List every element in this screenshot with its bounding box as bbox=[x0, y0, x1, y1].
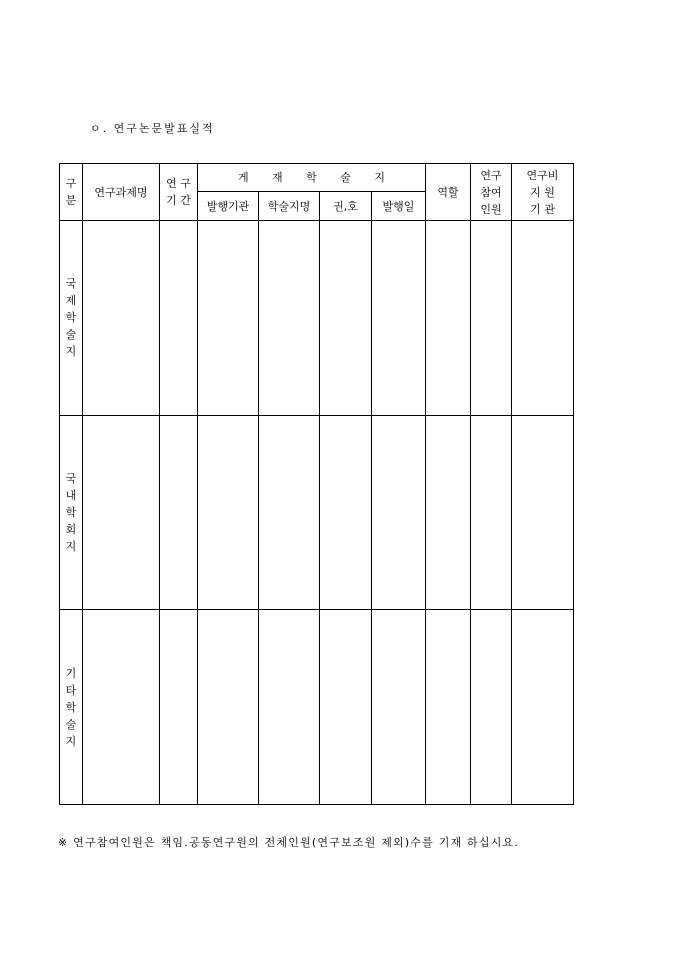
cell-publisher[interactable] bbox=[198, 221, 259, 416]
cell-journal-name[interactable] bbox=[259, 610, 320, 805]
table-row-international bbox=[60, 221, 574, 416]
cell-journal-name[interactable] bbox=[259, 221, 320, 416]
cell-participants[interactable] bbox=[471, 610, 512, 805]
cell-period[interactable] bbox=[160, 610, 198, 805]
cell-funding[interactable] bbox=[512, 221, 574, 416]
cell-project-name[interactable] bbox=[83, 415, 160, 610]
row-category-domestic: 국 내 학 회 지 bbox=[60, 415, 83, 610]
header-funding: 연구비 지 원 기 관 bbox=[512, 164, 574, 221]
footnote: ※ 연구참여인원은 책임.공동연구원의 전체인원(연구보조원 제외)수를 기재 하십시요. bbox=[58, 836, 520, 849]
header-journal-group: 게 재 학 술 지 bbox=[198, 164, 426, 192]
header-participants: 연구 참여 인원 bbox=[471, 164, 512, 221]
table-row-other bbox=[60, 610, 574, 805]
section-title: ㅇ. 연구논문발표실적 bbox=[90, 122, 215, 135]
cell-publisher[interactable] bbox=[198, 415, 259, 610]
row-category-other: 기 타 학 술 지 bbox=[60, 610, 83, 805]
table-row-domestic bbox=[60, 415, 574, 610]
cell-funding[interactable] bbox=[512, 610, 574, 805]
cell-publish-date[interactable] bbox=[372, 221, 426, 416]
header-project-name: 연구과제명 bbox=[83, 164, 160, 221]
header-publish-date: 발행일 bbox=[372, 192, 426, 221]
cell-role[interactable] bbox=[426, 221, 471, 416]
cell-project-name[interactable] bbox=[83, 610, 160, 805]
header-role: 역할 bbox=[426, 164, 471, 221]
header-volume-issue: 권,호 bbox=[320, 192, 372, 221]
cell-project-name[interactable] bbox=[83, 221, 160, 416]
cell-volume-issue[interactable] bbox=[320, 610, 372, 805]
cell-publish-date[interactable] bbox=[372, 610, 426, 805]
cell-funding[interactable] bbox=[512, 415, 574, 610]
cell-role[interactable] bbox=[426, 610, 471, 805]
cell-publisher[interactable] bbox=[198, 610, 259, 805]
header-publisher: 발행기관 bbox=[198, 192, 259, 221]
header-category: 구 분 bbox=[60, 164, 83, 221]
row-category-international: 국 제 학 술 지 bbox=[60, 221, 83, 416]
cell-volume-issue[interactable] bbox=[320, 221, 372, 416]
cell-participants[interactable] bbox=[471, 221, 512, 416]
paper-publication-table bbox=[59, 163, 574, 805]
header-period: 연 구 기 간 bbox=[160, 164, 198, 221]
header-journal-name: 학술지명 bbox=[259, 192, 320, 221]
cell-period[interactable] bbox=[160, 415, 198, 610]
cell-publish-date[interactable] bbox=[372, 415, 426, 610]
cell-volume-issue[interactable] bbox=[320, 415, 372, 610]
cell-participants[interactable] bbox=[471, 415, 512, 610]
cell-period[interactable] bbox=[160, 221, 198, 416]
cell-role[interactable] bbox=[426, 415, 471, 610]
cell-journal-name[interactable] bbox=[259, 415, 320, 610]
